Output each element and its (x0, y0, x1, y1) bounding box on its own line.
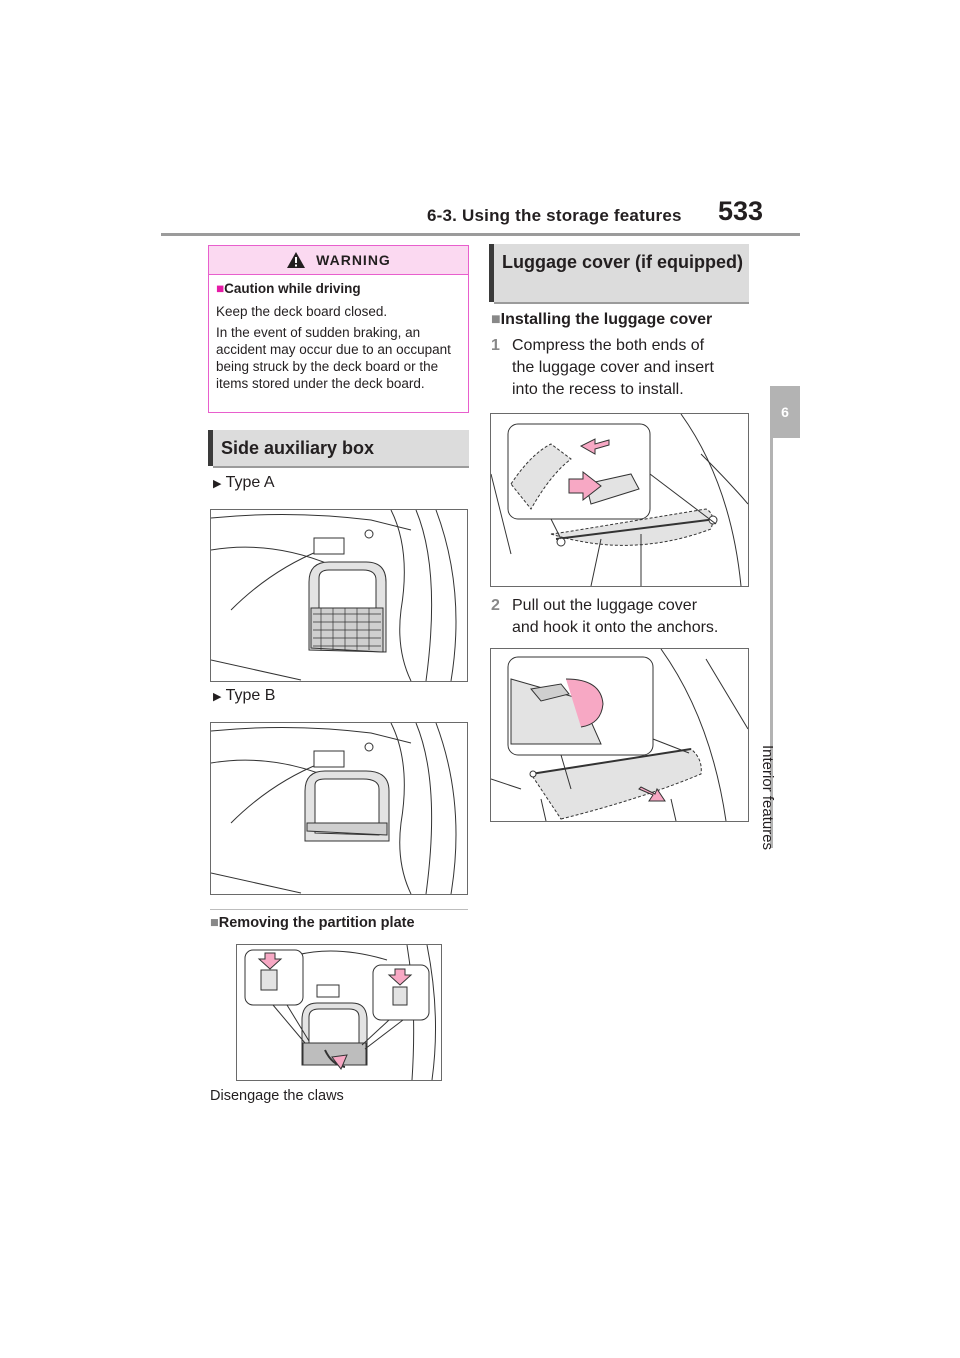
square-bullet-icon: ■ (216, 281, 225, 296)
warning-box (208, 245, 469, 413)
type-b-illustration (210, 722, 468, 895)
warning-heading: WARNING (316, 252, 391, 268)
chapter-number: 6 (770, 386, 800, 438)
luggage-heading-text: Luggage cover (if equipped) (502, 252, 744, 272)
type-a-illustration (210, 509, 468, 682)
step-number: 1 (491, 337, 500, 354)
warning-triangle-icon (286, 251, 306, 269)
step-number: 2 (491, 597, 500, 614)
chapter-label: Interior features (759, 745, 776, 851)
square-bullet-icon: ■ (210, 915, 219, 931)
luggage-heading (489, 244, 749, 302)
side-aux-heading-text: Side auxiliary box (221, 438, 375, 458)
type-b-text: Type B (225, 687, 276, 704)
square-bullet-icon: ■ (491, 311, 501, 328)
hook-illustration (490, 648, 749, 822)
step-text: Pull out the luggage cover and hook it onto the anchors. (512, 597, 719, 636)
removing-illustration (236, 944, 442, 1081)
installing-heading-text: Installing the luggage cover (500, 311, 713, 328)
type-b-label (213, 687, 275, 705)
removing-heading (210, 915, 415, 931)
removing-caption: Disengage the claws (210, 1088, 344, 1104)
side-aux-heading (208, 430, 469, 466)
triangle-bullet-icon: ▶ (213, 478, 222, 490)
warning-paragraph: In the event of sudden braking, an accident may occur due to an occupant being struck by the deck board or the items stored under the deck board. (216, 325, 451, 391)
section-title: 6-3. Using the storage features (427, 206, 682, 225)
warning-paragraph: Keep the deck board closed. (216, 304, 388, 319)
triangle-bullet-icon: ▶ (213, 691, 222, 703)
install-illustration (490, 413, 749, 587)
step-text: Compress the both ends of the luggage cover and insert into the recess to install. (512, 337, 714, 398)
type-a-text: Type A (225, 474, 275, 491)
step-1 (491, 335, 727, 401)
warning-subheading: Caution while driving (224, 281, 361, 296)
removing-heading-text: Removing the partition plate (218, 915, 415, 931)
installing-heading (491, 311, 712, 329)
warning-header (209, 246, 468, 275)
page-number: 533 (718, 196, 764, 226)
warning-body (216, 280, 466, 396)
header-rule (161, 233, 800, 236)
divider (210, 909, 468, 910)
step-2 (491, 595, 727, 639)
type-a-label (213, 474, 275, 492)
